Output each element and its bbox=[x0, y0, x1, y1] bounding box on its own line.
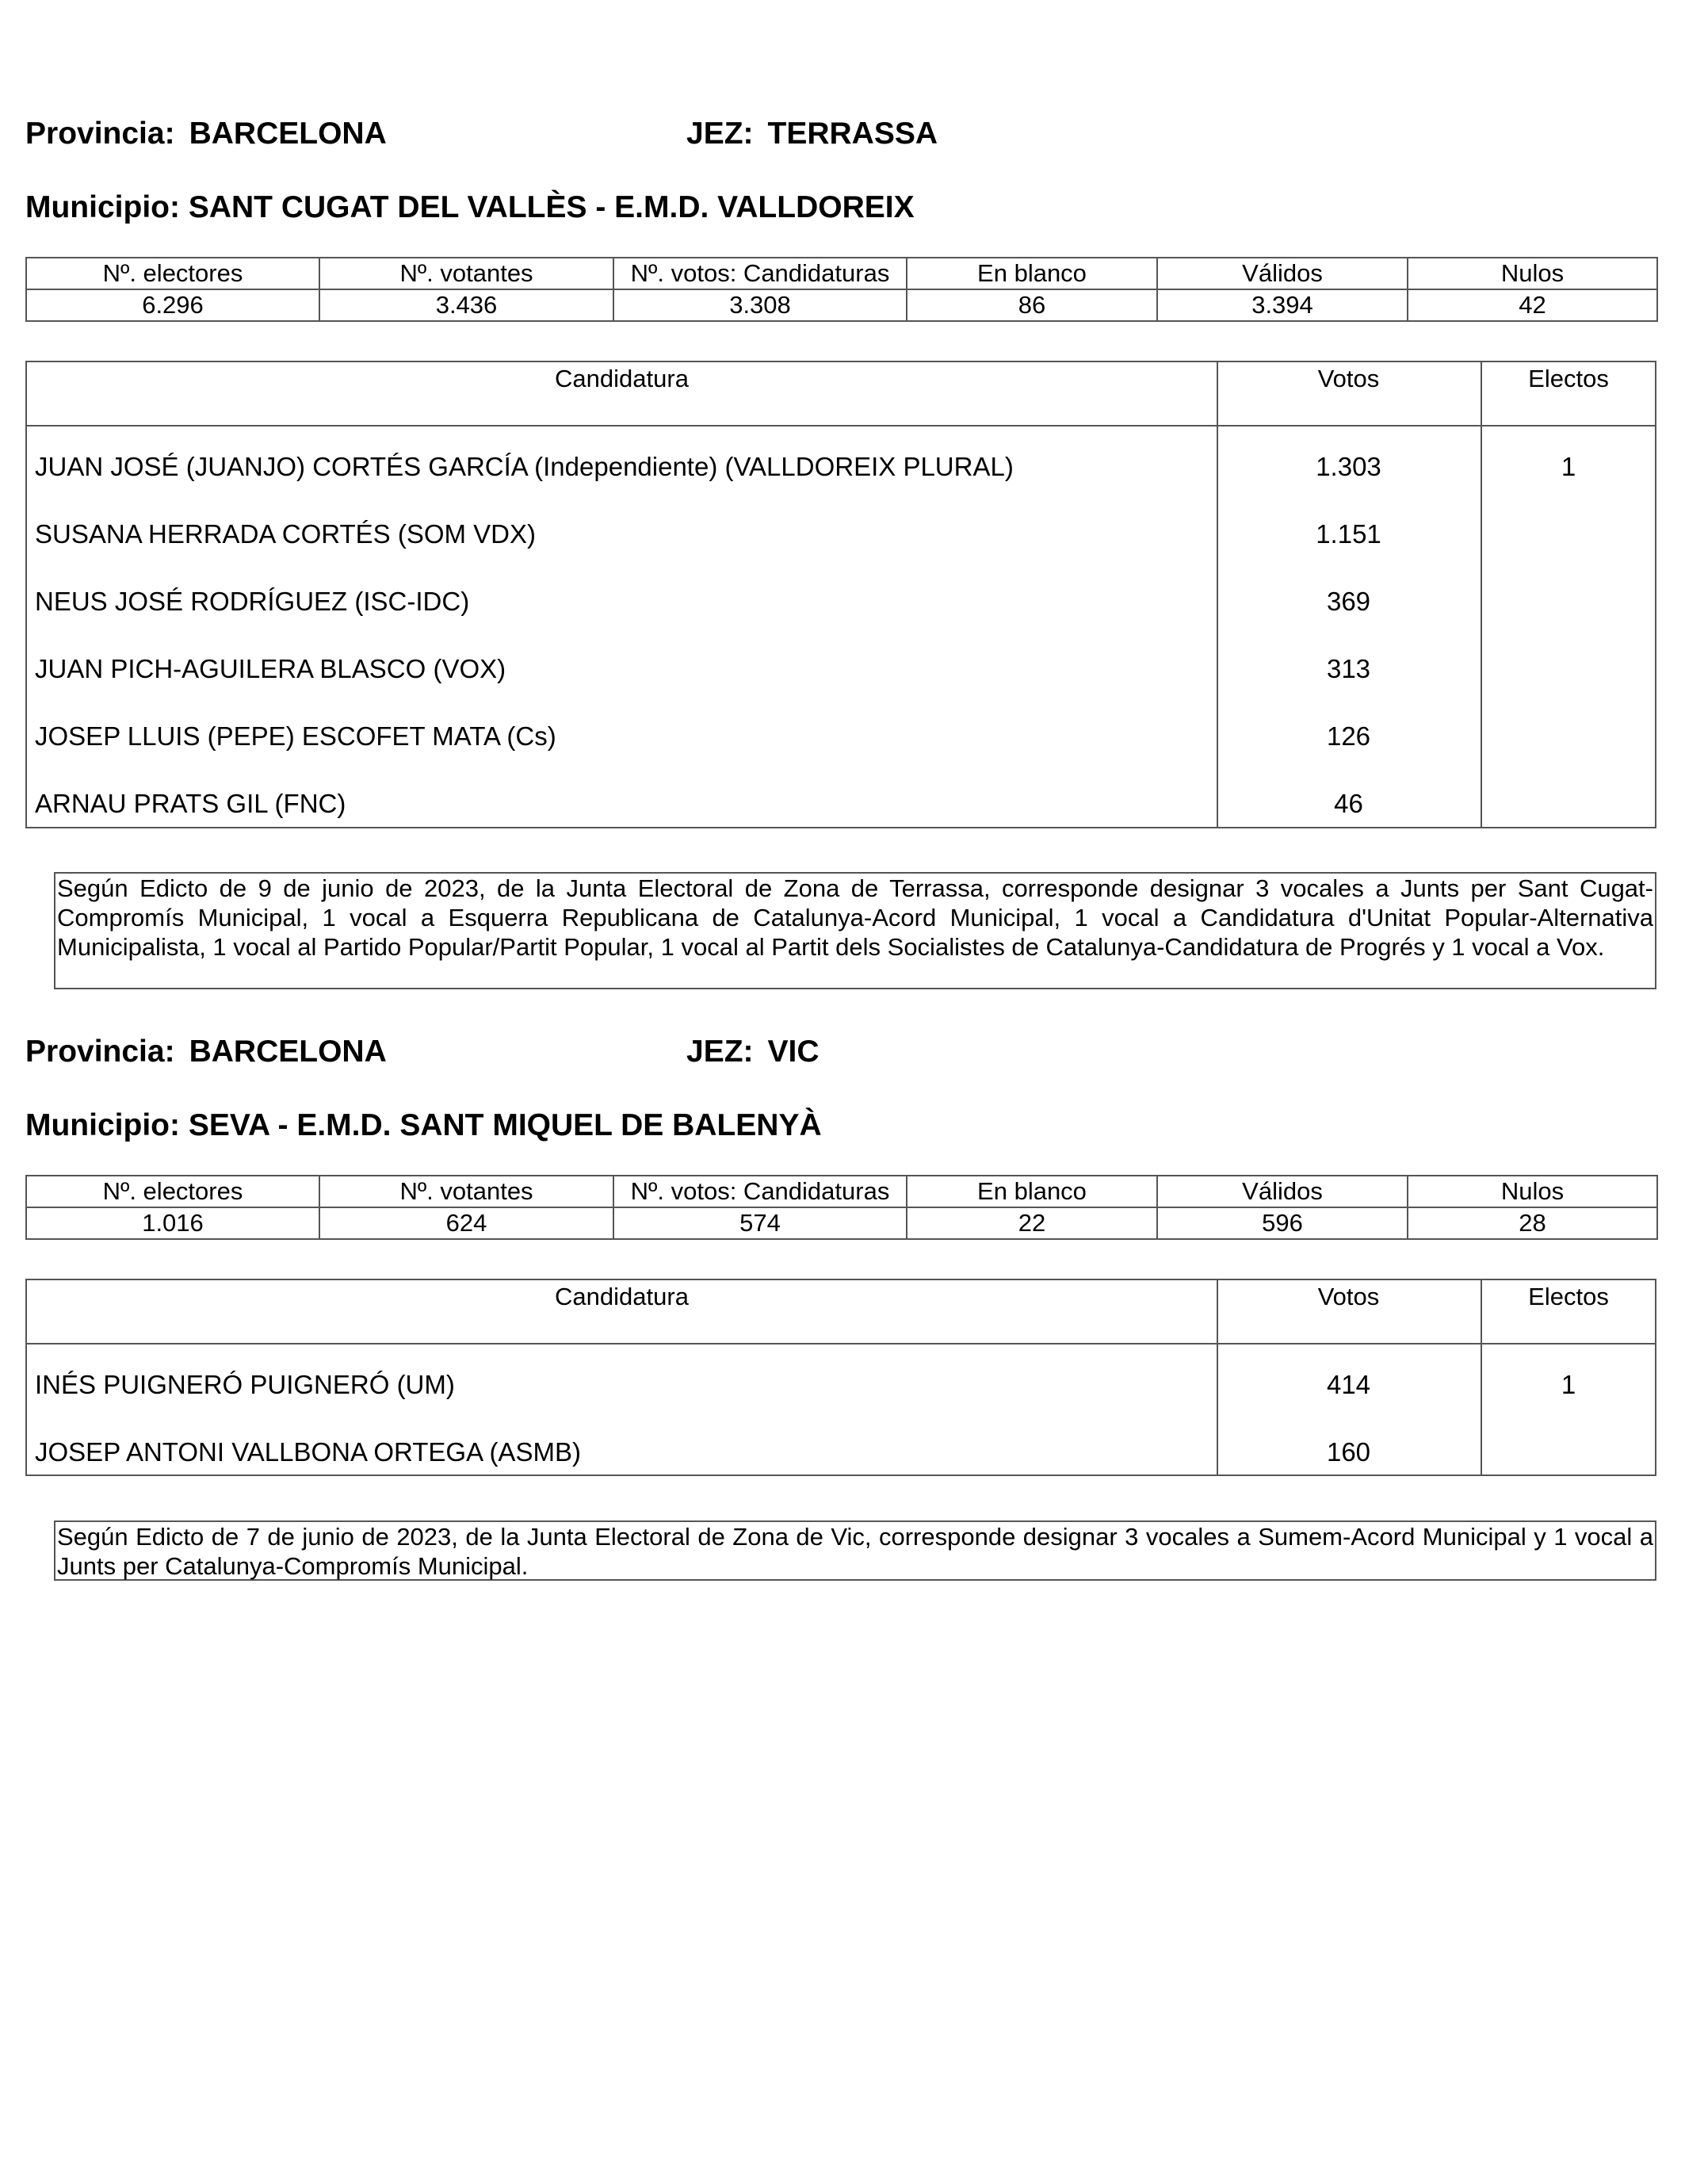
summary-table bbox=[25, 1175, 1658, 1240]
electos-header: Electos bbox=[1528, 1283, 1609, 1310]
summary-header-votantes: Nº. votantes bbox=[319, 258, 613, 289]
provincia-label: Provincia: bbox=[25, 117, 175, 151]
votos-header: Votos bbox=[1317, 365, 1380, 392]
summary-electores: 6.296 bbox=[26, 289, 319, 321]
votos-header: Votos bbox=[1317, 1283, 1380, 1310]
candidates-table bbox=[25, 1279, 1656, 1476]
summary-nulos: 42 bbox=[1408, 289, 1657, 321]
municipio-label: Municipio: bbox=[25, 1108, 180, 1142]
candidate-votes: 313 bbox=[1326, 654, 1371, 683]
candidate-electos: 1 bbox=[1561, 1370, 1576, 1399]
municipio-value: SEVA - E.M.D. SANT MIQUEL DE BALENYÀ bbox=[188, 1108, 822, 1142]
jez-value: TERRASSA bbox=[767, 117, 938, 151]
electos-header: Electos bbox=[1528, 365, 1609, 392]
provincia-value: BARCELONA bbox=[189, 117, 387, 151]
provincia-label: Provincia: bbox=[25, 1035, 175, 1069]
summary-header-candidaturas: Nº. votos: Candidaturas bbox=[613, 1176, 907, 1207]
summary-header-row bbox=[26, 258, 1657, 289]
candidate-row bbox=[27, 642, 1655, 710]
summary-header-validos: Válidos bbox=[1157, 258, 1408, 289]
summary-votantes: 624 bbox=[319, 1207, 613, 1239]
candidate-name: JUAN PICH-AGUILERA BLASCO (VOX) bbox=[35, 654, 506, 683]
summary-header-blanco: En blanco bbox=[907, 1176, 1157, 1207]
municipio-line bbox=[25, 1107, 822, 1144]
provincia-line bbox=[25, 116, 387, 152]
jez-label: JEZ: bbox=[686, 1035, 754, 1069]
candidate-votes: 369 bbox=[1326, 587, 1371, 616]
summary-header-nulos: Nulos bbox=[1408, 258, 1657, 289]
summary-header-candidaturas: Nº. votos: Candidaturas bbox=[613, 258, 907, 289]
candidate-row bbox=[27, 710, 1655, 777]
candidatura-header: Candidatura bbox=[555, 365, 689, 392]
summary-header-nulos: Nulos bbox=[1408, 1176, 1657, 1207]
edicto-note: Según Edicto de 7 de junio de 2023, de la Junta Electoral de Zona de Vic, corresponde designar 3 vocales a Sumem-Acord Municipal y 1 vocal a Junts per Catalunya-Compromís Municipal. bbox=[54, 1520, 1656, 1581]
candidate-name: INÉS PUIGNERÓ PUIGNERÓ (UM) bbox=[35, 1370, 455, 1399]
summary-electores: 1.016 bbox=[26, 1207, 319, 1239]
candidate-votes: 160 bbox=[1326, 1437, 1371, 1467]
candidates-header bbox=[27, 1280, 1655, 1344]
municipio-line bbox=[25, 189, 915, 226]
candidate-row bbox=[27, 440, 1655, 507]
candidate-name: ARNAU PRATS GIL (FNC) bbox=[35, 789, 346, 818]
candidate-name: NEUS JOSÉ RODRÍGUEZ (ISC-IDC) bbox=[35, 587, 470, 616]
summary-validos: 596 bbox=[1157, 1207, 1408, 1239]
candidate-name: SUSANA HERRADA CORTÉS (SOM VDX) bbox=[35, 519, 537, 549]
summary-header-validos: Válidos bbox=[1157, 1176, 1408, 1207]
provincia-line bbox=[25, 1034, 387, 1070]
candidate-votes: 414 bbox=[1326, 1370, 1371, 1399]
candidate-votes: 46 bbox=[1334, 789, 1363, 818]
provincia-value: BARCELONA bbox=[189, 1035, 387, 1069]
summary-blanco: 86 bbox=[907, 289, 1157, 321]
municipio-label: Municipio: bbox=[25, 190, 180, 224]
summary-nulos: 28 bbox=[1408, 1207, 1657, 1239]
summary-candidaturas: 3.308 bbox=[613, 289, 907, 321]
summary-header-electores: Nº. electores bbox=[26, 1176, 319, 1207]
summary-header-row bbox=[26, 1176, 1657, 1207]
summary-value-row bbox=[26, 289, 1657, 321]
candidate-row bbox=[27, 575, 1655, 642]
jez-line bbox=[686, 1034, 820, 1070]
summary-votantes: 3.436 bbox=[319, 289, 613, 321]
candidate-name: JUAN JOSÉ (JUANJO) CORTÉS GARCÍA (Independiente) (VALLDOREIX PLURAL) bbox=[35, 452, 1014, 481]
municipio-value: SANT CUGAT DEL VALLÈS - E.M.D. VALLDOREIX bbox=[188, 190, 915, 224]
candidate-name: JOSEP ANTONI VALLBONA ORTEGA (ASMB) bbox=[35, 1437, 581, 1467]
candidatura-header: Candidatura bbox=[555, 1283, 689, 1310]
summary-table bbox=[25, 257, 1658, 322]
candidates-table bbox=[25, 361, 1656, 828]
candidate-row bbox=[27, 777, 1655, 844]
candidate-votes: 126 bbox=[1326, 721, 1371, 751]
candidate-electos: 1 bbox=[1561, 452, 1576, 481]
candidate-votes: 1.303 bbox=[1316, 452, 1381, 481]
candidate-votes: 1.151 bbox=[1316, 519, 1381, 549]
summary-candidaturas: 574 bbox=[613, 1207, 907, 1239]
summary-validos: 3.394 bbox=[1157, 289, 1408, 321]
candidate-name: JOSEP LLUIS (PEPE) ESCOFET MATA (Cs) bbox=[35, 721, 556, 751]
summary-header-blanco: En blanco bbox=[907, 258, 1157, 289]
summary-header-electores: Nº. electores bbox=[26, 258, 319, 289]
candidates-header bbox=[27, 362, 1655, 426]
candidate-row bbox=[27, 507, 1655, 575]
edicto-note: Según Edicto de 9 de junio de 2023, de la Junta Electoral de Zona de Terrassa, corresponde designar 3 vocales a Junts per Sant Cugat-Compromís Municipal, 1 vocal a Esquerra Republicana de Catalunya-Acord Municipal, 1 vocal a Candidatura d'Unitat Popular-Alternativa Municipalista, 1 vocal al Partido Popular/Partit Popular, 1 vocal al Partit dels Socialistes de Catalunya-Candidatura de Progrés y 1 vocal a Vox. bbox=[54, 872, 1656, 989]
jez-label: JEZ: bbox=[686, 117, 754, 151]
candidate-row bbox=[27, 1425, 1655, 1493]
summary-value-row bbox=[26, 1207, 1657, 1239]
jez-line bbox=[686, 116, 938, 152]
summary-blanco: 22 bbox=[907, 1207, 1157, 1239]
summary-header-votantes: Nº. votantes bbox=[319, 1176, 613, 1207]
candidate-row bbox=[27, 1358, 1655, 1425]
jez-value: VIC bbox=[767, 1035, 820, 1069]
